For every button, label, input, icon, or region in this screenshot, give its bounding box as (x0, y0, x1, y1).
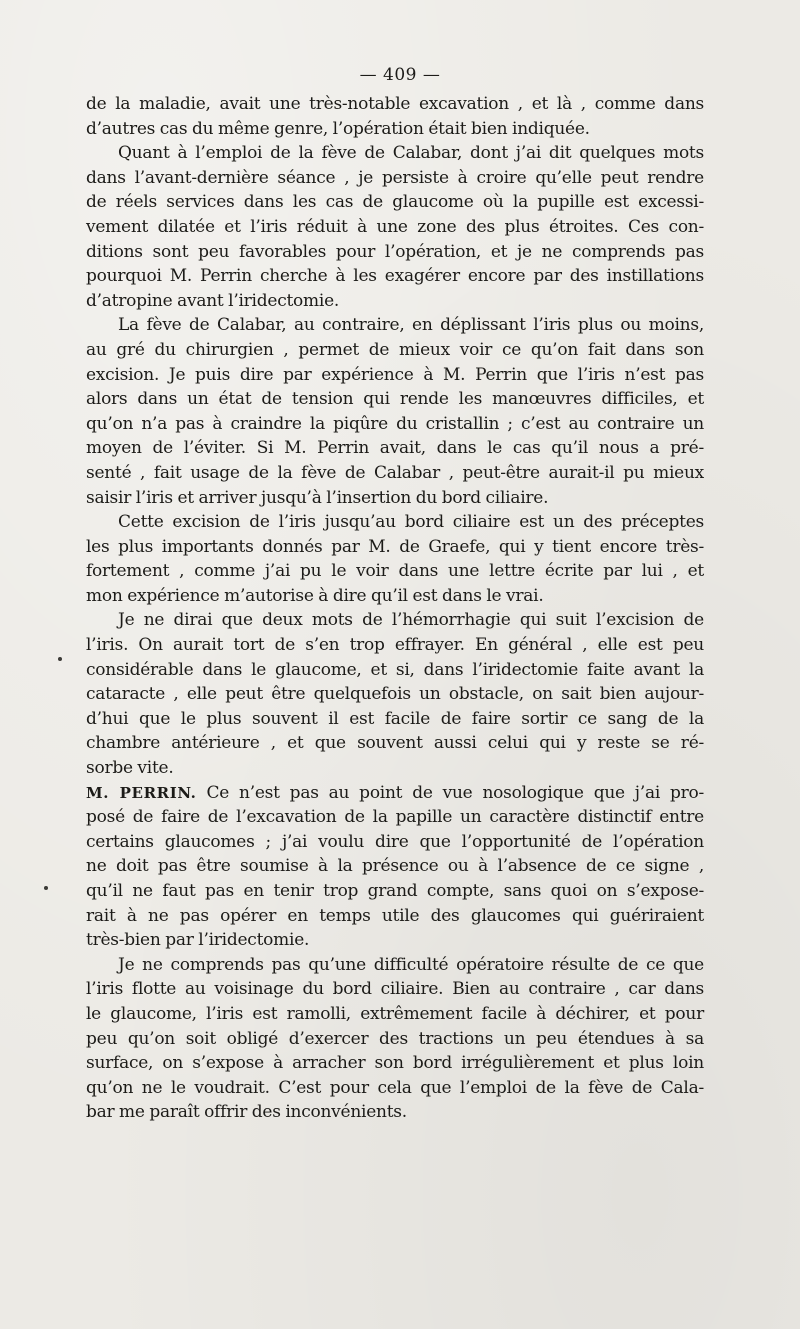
margin-mark (58, 657, 62, 661)
text-line: excision. Je puis dire par expérience à M. Perrin que l’iris n’est pas (86, 364, 704, 385)
speaker-name: M. PERRIN. (86, 783, 197, 802)
text-line: Je ne comprends pas qu’une difficulté opératoire résulte de ce que (118, 954, 704, 975)
text-line: moyen de l’éviter. Si M. Perrin avait, dans le cas qu’il nous a pré- (86, 438, 704, 459)
text-line: alors dans un état de tension qui rende les manœuvres difficiles, et (86, 389, 704, 410)
text-line: cataracte , elle peut être quelquefois un obstacle, on sait bien aujour- (86, 684, 704, 705)
text-line: qu’il ne faut pas en tenir trop grand compte, sans quoi on s’expose- (86, 881, 704, 901)
text-line: d’atropine avant l’iridectomie. (86, 290, 340, 311)
text-line: le glaucome, l’iris est ramolli, extrêmement facile à déchirer, et pour (86, 1003, 704, 1024)
text-line: qu’on n’a pas à craindre la piqûre du cristallin ; c’est au contraire un (86, 413, 704, 434)
text-line: fortement , comme j’ai pu le voir dans une lettre écrite par lui , et (86, 561, 704, 582)
text-line: d’autres cas du même genre, l’opération était bien indiquée. (86, 118, 590, 139)
text-line: de la maladie, avait une très-notable excavation , et là , comme dans (86, 94, 704, 114)
text-line: Quant à l’emploi de la fève de Calabar, dont j’ai dit quelques mots (118, 143, 704, 164)
text-line: au gré du chirurgien , permet de mieux voir ce qu’on fait dans son (86, 339, 704, 360)
text-line: vement dilatée et l’iris réduit à une zone des plus étroites. Ces con- (86, 216, 704, 237)
text-line: saisir l’iris et arriver jusqu’à l’insertion du bord ciliaire. (86, 487, 549, 508)
body-text (86, 92, 704, 1125)
text-line: ne doit pas être soumise à la présence ou à l’absence de ce signe , (86, 856, 704, 877)
text-line: rait à ne pas opérer en temps utile des glaucomes qui guériraient (86, 905, 704, 926)
text-line: posé de faire de l’excavation de la papille un caractère distinctif entre (86, 807, 704, 828)
text-line: d’hui que le plus souvent il est facile de faire sortir ce sang de la (86, 708, 704, 729)
text-line: pourquoi M. Perrin cherche à les exagérer encore par des instillations (86, 266, 704, 287)
text-line: de réels services dans les cas de glaucome où la pupille est excessi- (86, 192, 704, 213)
text-line: sorbe vite. (86, 758, 174, 779)
text-line: surface, on s’expose à arracher son bord irrégulièrement et plus loin (86, 1053, 704, 1074)
text-line: ditions sont peu favorables pour l’opération, et je ne comprends pas (86, 241, 704, 262)
text-line: l’iris. On aurait tort de s’en trop effrayer. En général , elle est peu (86, 635, 704, 656)
text-line: chambre antérieure , et que souvent aussi celui qui y reste se ré- (86, 733, 704, 754)
text-line: dans l’avant-dernière séance , je persiste à croire qu’elle peut rendre (86, 167, 704, 188)
text-line: mon expérience m’autorise à dire qu’il est dans le vrai. (86, 585, 544, 606)
text-line: senté , fait usage de la fève de Calabar , peut-être aurait-il pu mieux (86, 462, 704, 483)
text-line (86, 781, 704, 806)
text-line: qu’on ne le voudrait. C’est pour cela que l’emploi de la fève de Cala- (86, 1077, 704, 1098)
text-line: La fève de Calabar, au contraire, en déplissant l’iris plus ou moins, (118, 315, 704, 336)
text-line: l’iris flotte au voisinage du bord ciliaire. Bien au contraire , car dans (86, 979, 704, 1000)
text-line: considérable dans le glaucome, et si, dans l’iridectomie faite avant la (86, 659, 704, 680)
text-line: certains glaucomes ; j’ai voulu dire que l’opportunité de l’opération (86, 831, 704, 852)
margin-mark (44, 886, 48, 890)
speaker-text: Ce n’est pas au point de vue nosologique que j’ai pro- (206, 782, 704, 803)
text-line: Je ne dirai que deux mots de l’hémorrhagie qui suit l’excision de (118, 610, 704, 631)
text-line: Cette excision de l’iris jusqu’au bord ciliaire est un des préceptes (118, 512, 704, 533)
text-line: très-bien par l’iridectomie. (86, 930, 310, 951)
text-line: bar me paraît offrir des inconvénients. (86, 1102, 407, 1123)
page-number: — 409 — (359, 65, 441, 85)
text-line: peu qu’on soit obligé d’exercer des tractions un peu étendues à sa (86, 1028, 704, 1049)
text-line: les plus importants donnés par M. de Graefe, qui y tient encore très- (86, 536, 704, 557)
